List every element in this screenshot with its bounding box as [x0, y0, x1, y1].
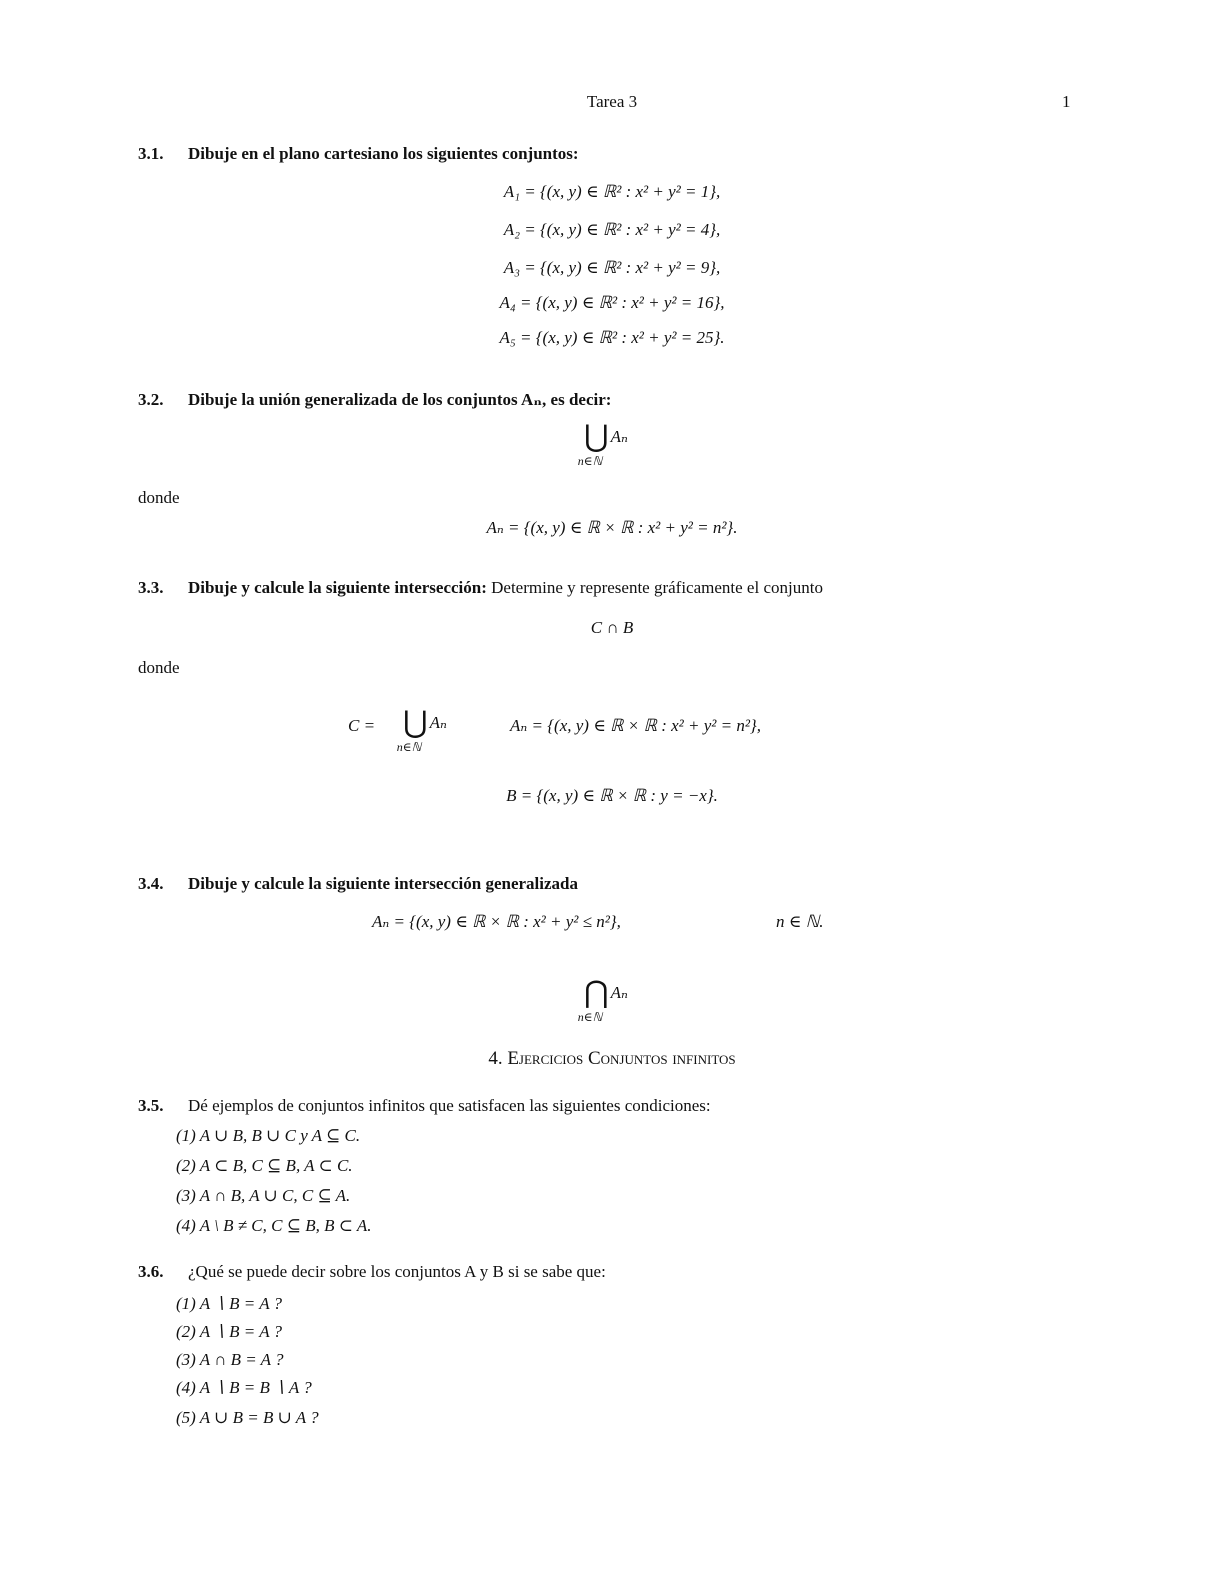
union-subscript: n∈ℕ: [577, 454, 603, 468]
list-item: (4) A \ B ≠ C, C ⊆ B, B ⊂ A.: [176, 1216, 372, 1235]
exercise-number: 3.3.: [138, 578, 164, 597]
donde-label: donde: [138, 488, 180, 507]
intersection-symbol: ⋂: [584, 976, 609, 1009]
exercise-3-1: [138, 144, 579, 164]
donde-label: donde: [138, 658, 180, 677]
set-a5: A₅ = {(x, y) ∈ ℝ² : x² + y² = 25}.: [499, 328, 725, 347]
list-item: (3) A ∩ B = A ?: [176, 1350, 284, 1369]
union-subscript: n∈ℕ: [396, 740, 422, 754]
exercise-3-4: [138, 874, 578, 894]
set-a1: A₁ = {(x, y) ∈ ℝ² : x² + y² = 1},: [503, 182, 721, 201]
list-item: (4) A ∖ B = B ∖ A ?: [176, 1378, 312, 1397]
b-definition: B = {(x, y) ∈ ℝ × ℝ : y = −x}.: [506, 786, 718, 805]
n-domain: n ∈ ℕ.: [776, 912, 824, 931]
section-title: 4. Ejercicios Conjuntos infinitos: [488, 1048, 736, 1069]
an-definition: Aₙ = {(x, y) ∈ ℝ × ℝ : x² + y² = n²},: [510, 716, 761, 735]
page-header: [0, 92, 1224, 116]
set-a3: A₃ = {(x, y) ∈ ℝ² : x² + y² = 9},: [503, 258, 721, 277]
exercise-statement: ¿Qué se puede decir sobre los conjuntos A y B si se sabe que:: [188, 1262, 606, 1281]
exercise-number: 3.4.: [138, 874, 164, 893]
exercise-3-2: [138, 390, 611, 410]
intersection-expr: C ∩ B: [590, 618, 634, 637]
list-item: (2) A ∖ B = A ?: [176, 1322, 283, 1341]
exercise-3-3: [138, 578, 823, 598]
exercise-number: 3.6.: [138, 1262, 164, 1281]
union-operator: [566, 420, 646, 468]
header-title: Tarea 3: [586, 92, 638, 111]
list-item: (5) A ∪ B = B ∪ A ?: [176, 1408, 319, 1427]
exercise-number: 3.2.: [138, 390, 164, 409]
exercise-number: 3.5.: [138, 1096, 164, 1115]
set-a2: A₂ = {(x, y) ∈ ℝ² : x² + y² = 4},: [503, 220, 721, 239]
union-operator: [385, 706, 465, 754]
list-item: (1) A ∪ B, B ∪ C y A ⊆ C.: [176, 1126, 361, 1145]
exercise-statement-rest: Determine y represente gráficamente el conjunto: [486, 578, 823, 597]
intersection-operator: [566, 976, 646, 1024]
union-symbol: ⋃: [584, 420, 609, 453]
exercise-statement: Dibuje y calcule la siguiente intersección:: [188, 578, 487, 597]
exercise-3-5: [138, 1096, 711, 1116]
an-definition: Aₙ = {(x, y) ∈ ℝ × ℝ : x² + y² ≤ n²},: [372, 912, 621, 931]
exercise-statement: Dé ejemplos de conjuntos infinitos que satisfacen las siguientes condiciones:: [188, 1096, 711, 1115]
list-item: (2) A ⊂ B, C ⊆ B, A ⊂ C.: [176, 1156, 353, 1175]
an-definition: Aₙ = {(x, y) ∈ ℝ × ℝ : x² + y² = n²}.: [486, 518, 738, 537]
exercise-statement: Dibuje en el plano cartesiano los siguientes conjuntos:: [188, 144, 579, 163]
union-argument: Aₙ: [610, 427, 628, 446]
list-item: (3) A ∩ B, A ∪ C, C ⊆ A.: [176, 1186, 351, 1205]
union-argument: Aₙ: [429, 713, 447, 732]
c-lhs: C =: [348, 716, 376, 735]
list-item: (1) A ∖ B = A ?: [176, 1294, 283, 1313]
exercise-statement: Dibuje y calcule la siguiente intersección generalizada: [188, 874, 578, 893]
set-a4: A₄ = {(x, y) ∈ ℝ² : x² + y² = 16},: [499, 293, 725, 312]
exercise-statement: Dibuje la unión generalizada de los conjuntos Aₙ, es decir:: [188, 390, 612, 409]
page-number: 1: [1062, 92, 1071, 111]
exercise-number: 3.1.: [138, 144, 164, 163]
intersection-argument: Aₙ: [610, 983, 628, 1002]
exercise-3-6: [138, 1262, 606, 1282]
union-symbol: ⋃: [403, 706, 428, 739]
intersection-subscript: n∈ℕ: [577, 1010, 603, 1024]
